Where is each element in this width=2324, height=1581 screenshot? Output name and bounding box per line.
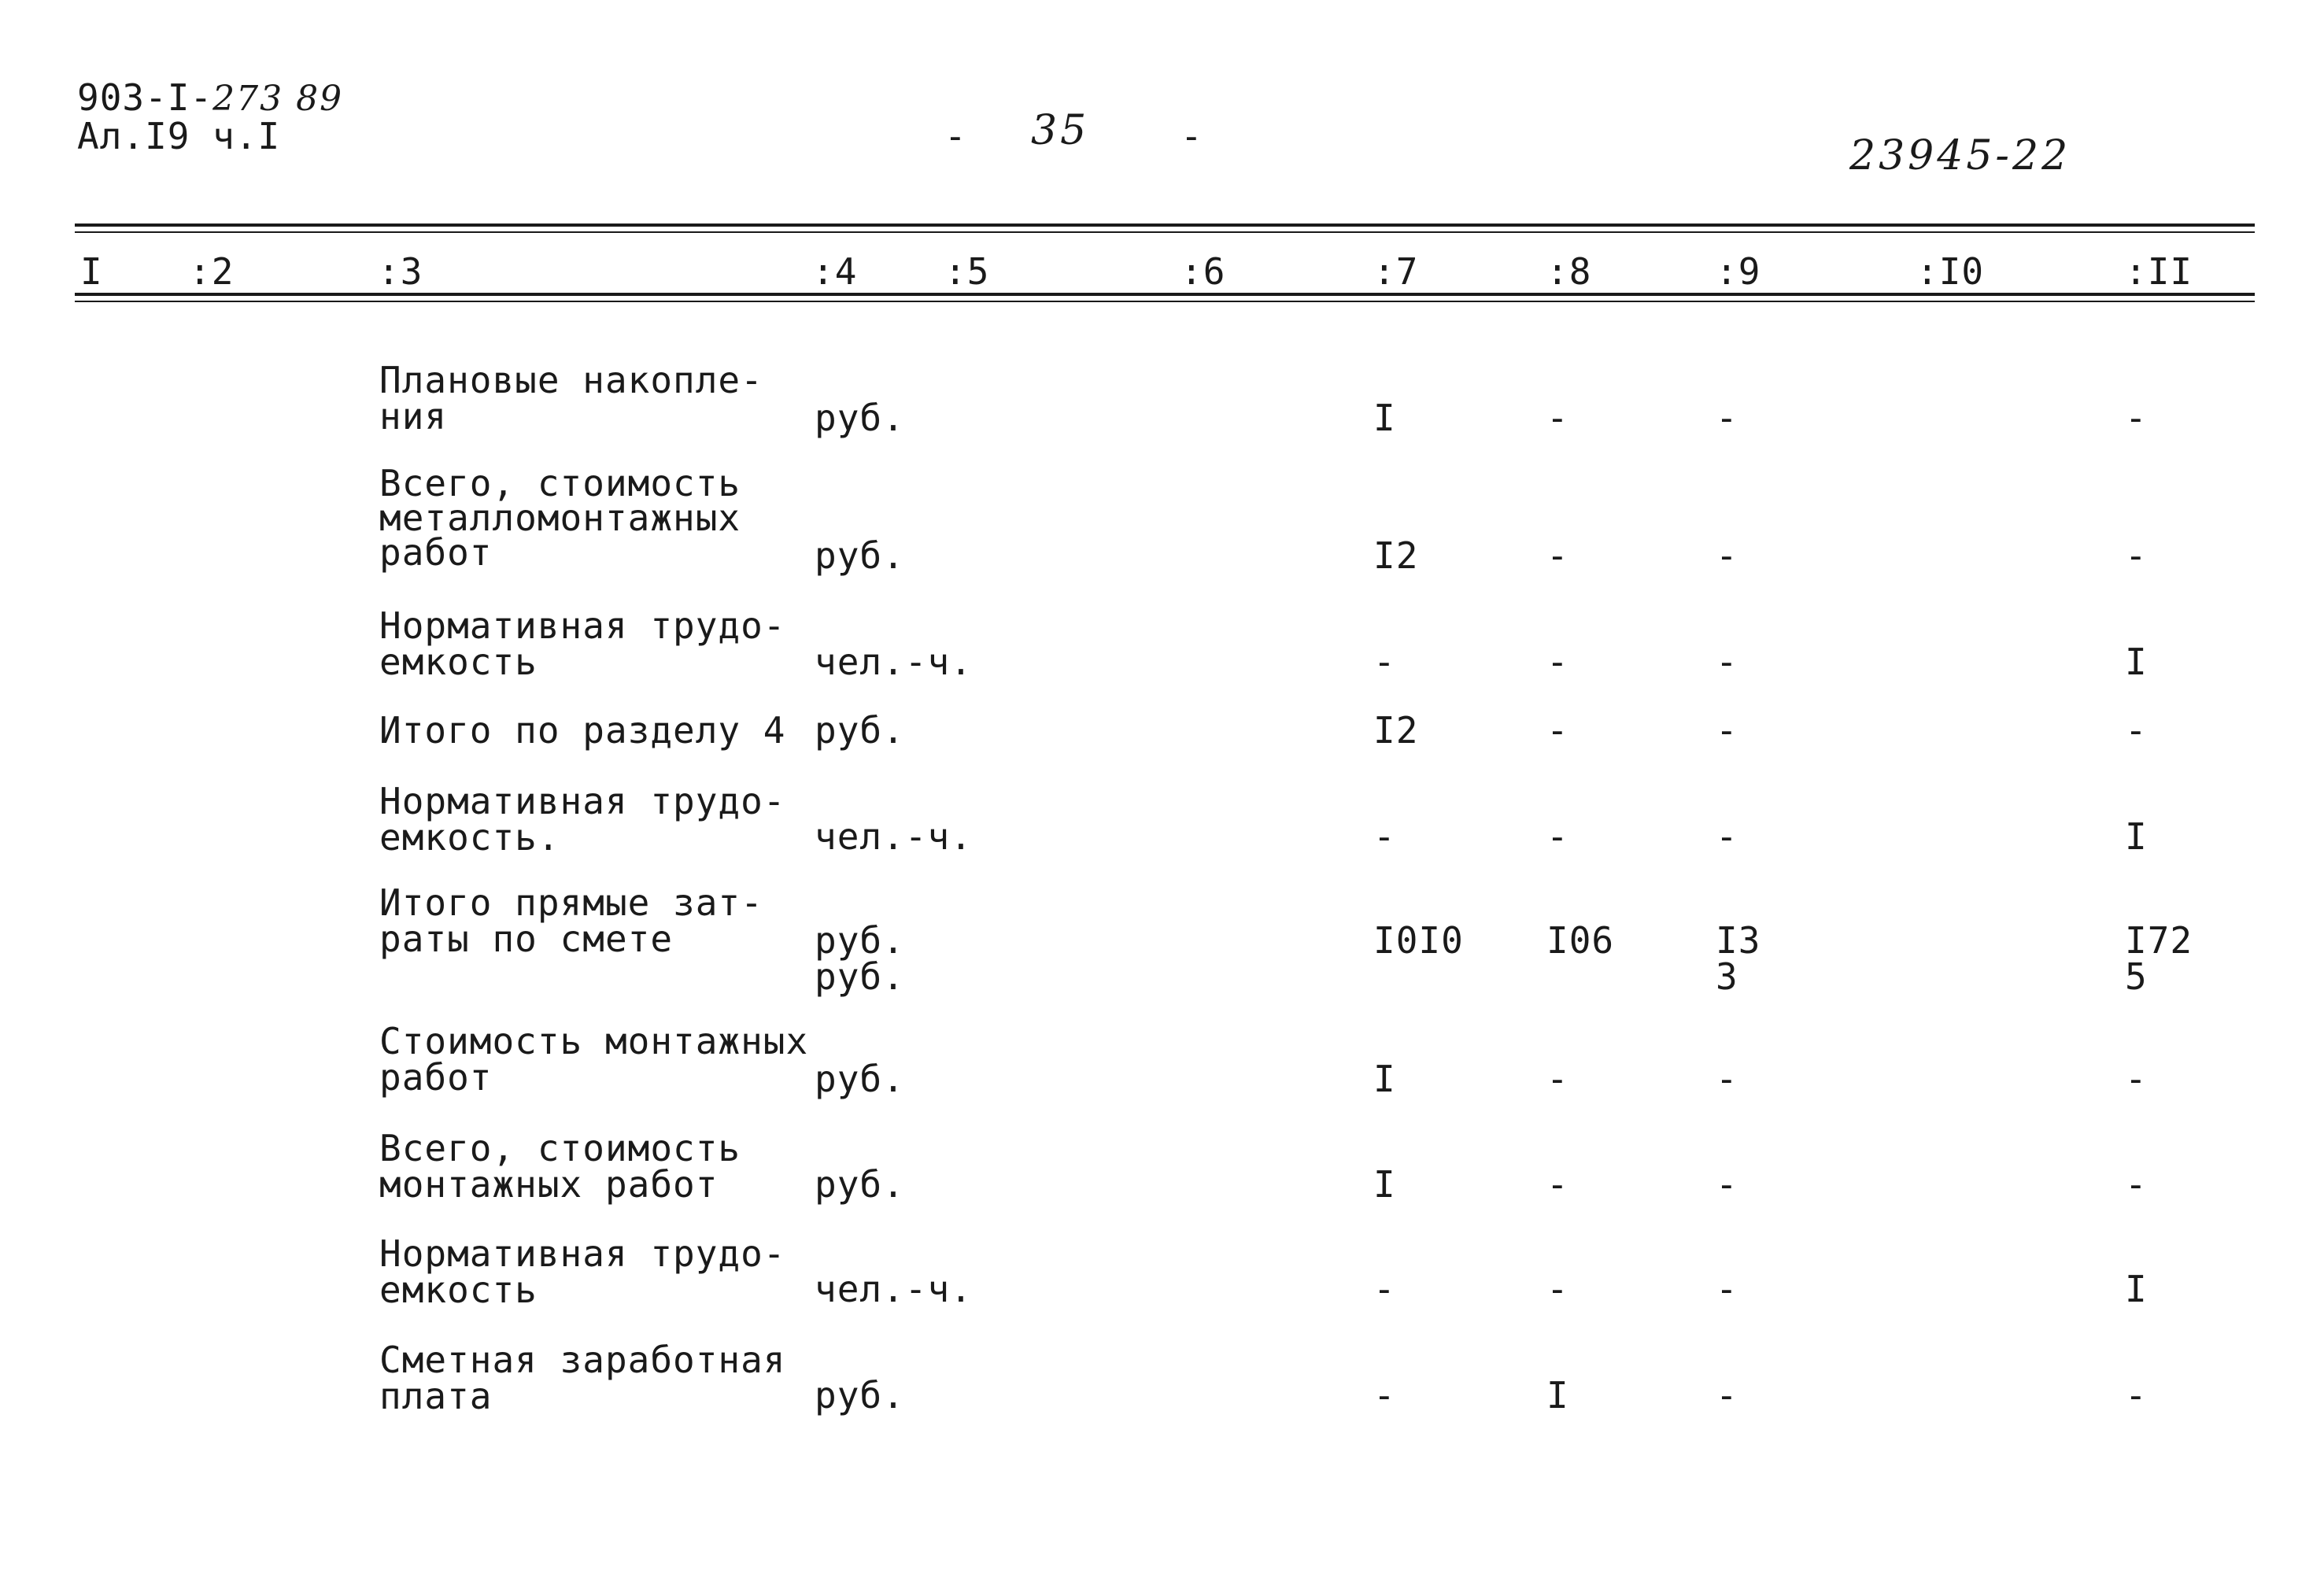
row-col11: I xyxy=(2125,1268,2148,1310)
row-label: Всего, стоимость металломонтажных работ xyxy=(379,462,741,574)
row-col8: - xyxy=(1546,815,1569,858)
document-code-handwritten: 273 89 xyxy=(212,79,344,119)
row-col11: I72 5 xyxy=(2125,919,2193,998)
row-label: Нормативная трудо- емкость. xyxy=(379,780,786,859)
row-col8: - xyxy=(1546,534,1569,577)
row-col7: - xyxy=(1373,815,1396,858)
row-col9: - xyxy=(1716,815,1738,858)
row-col9: I3 3 xyxy=(1716,919,1761,998)
row-col8: - xyxy=(1546,641,1569,683)
row-col7: I2 xyxy=(1373,709,1419,752)
document-code xyxy=(77,76,344,120)
row-col9: - xyxy=(1716,534,1738,577)
column-header-8: :8 xyxy=(1546,250,1592,293)
row-unit: чел.-ч. xyxy=(815,1268,973,1310)
row-col9: - xyxy=(1716,1268,1738,1310)
row-unit: руб. xyxy=(815,1058,905,1100)
document-code-typed: 903-I- xyxy=(77,76,213,119)
row-col8: - xyxy=(1546,1163,1569,1206)
row-col9: - xyxy=(1716,641,1738,683)
row-col11: - xyxy=(2125,1163,2148,1206)
row-unit: руб. xyxy=(815,1374,905,1417)
page-number: 35 xyxy=(1031,107,1090,154)
row-col7: - xyxy=(1373,641,1396,683)
row-col11: - xyxy=(2125,1374,2148,1417)
column-header-11: :II xyxy=(2125,250,2193,293)
row-col9: - xyxy=(1716,1374,1738,1417)
page-dash-left: - xyxy=(944,115,967,157)
row-col7: I xyxy=(1373,397,1396,439)
row-unit: руб. xyxy=(815,397,905,439)
row-col9: - xyxy=(1716,709,1738,752)
row-col9: - xyxy=(1716,1058,1738,1100)
row-label: Нормативная трудо- емкость xyxy=(379,1232,786,1311)
row-col11: I xyxy=(2125,815,2148,858)
row-col7: - xyxy=(1373,1374,1396,1417)
row-col9: - xyxy=(1716,1163,1738,1206)
row-col8: - xyxy=(1546,1058,1569,1100)
row-label: Плановые накопле- ния xyxy=(379,359,763,438)
row-col8: I06 xyxy=(1546,919,1615,962)
row-unit: руб. xyxy=(815,1163,905,1206)
row-label: Всего, стоимость монтажных работ xyxy=(379,1127,741,1206)
row-col8: I xyxy=(1546,1374,1569,1417)
row-unit: руб. xyxy=(815,709,905,752)
row-col7: I0I0 xyxy=(1373,919,1464,962)
column-header-3: :3 xyxy=(378,250,423,293)
row-col11: - xyxy=(2125,534,2148,577)
row-col7: I xyxy=(1373,1163,1396,1206)
row-unit: руб. руб. xyxy=(815,919,905,998)
row-col11: I xyxy=(2125,641,2148,683)
row-col11: - xyxy=(2125,397,2148,439)
row-label: Сметная заработная плата xyxy=(379,1339,786,1417)
album-label: Ал.I9 ч.I xyxy=(77,115,281,157)
table-top-rule xyxy=(75,223,2255,227)
row-label: Итого по разделу 4 xyxy=(379,709,786,752)
row-col7: I2 xyxy=(1373,534,1419,577)
column-header-10: :I0 xyxy=(1916,250,1985,293)
row-col8: - xyxy=(1546,709,1569,752)
row-unit: чел.-ч. xyxy=(815,641,973,683)
column-header-4: :4 xyxy=(812,250,858,293)
row-col11: - xyxy=(2125,709,2148,752)
row-label: Нормативная трудо- емкость xyxy=(379,604,786,683)
row-label: Итого прямые зат- раты по смете xyxy=(379,881,763,960)
row-col7: - xyxy=(1373,1268,1396,1310)
row-col8: - xyxy=(1546,397,1569,439)
column-header-9: :9 xyxy=(1716,250,1761,293)
row-unit: руб. xyxy=(815,534,905,577)
row-label: Стоимость монтажных работ xyxy=(379,1020,809,1099)
column-header-1: I xyxy=(80,250,103,293)
column-header-7: :7 xyxy=(1373,250,1419,293)
row-col8: - xyxy=(1546,1268,1569,1310)
inventory-number: 23945-22 xyxy=(1849,132,2071,179)
row-col7: I xyxy=(1373,1058,1396,1100)
row-col11: - xyxy=(2125,1058,2148,1100)
table-header-bottom-rule-thin xyxy=(75,301,2255,302)
column-header-5: :5 xyxy=(944,250,990,293)
table-header-bottom-rule xyxy=(75,293,2255,296)
row-col9: - xyxy=(1716,397,1738,439)
row-unit: чел.-ч. xyxy=(815,815,973,858)
column-header-6: :6 xyxy=(1180,250,1226,293)
column-header-2: :2 xyxy=(189,250,235,293)
page-dash-right: - xyxy=(1180,115,1203,157)
table-top-rule-thin xyxy=(75,231,2255,233)
